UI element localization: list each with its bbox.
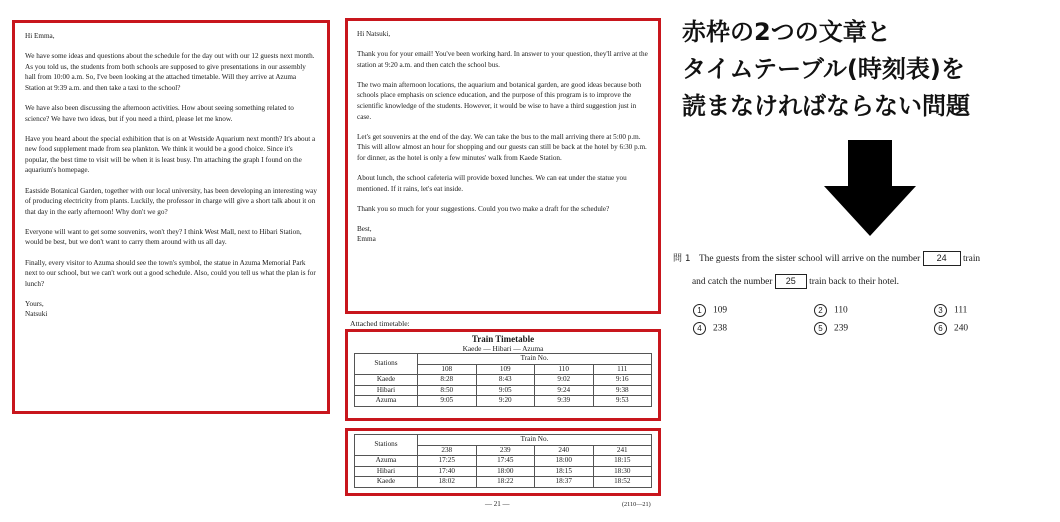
choice-option[interactable] bbox=[693, 304, 727, 317]
letter-paragraph: We have some ideas and questions about the schedule for the day out with our 12 guests next month. As you told us, the students from both schools are supposed to give presentations in our assembly hall from 10:00 a.m. So, I've been looking at the attached timetable. Will they arrive at Azuma Station at 9:39 a.m. and then take a taxi to the school? bbox=[25, 52, 315, 92]
train-number: 109 bbox=[476, 364, 535, 375]
letter-paragraph: About lunch, the school cafeteria will provide boxed lunches. We can eat under the statue you mentioned. If it rains, let's eat inside. bbox=[357, 173, 627, 193]
letter-natsuki-frame bbox=[12, 20, 330, 414]
time-cell: 18:30 bbox=[593, 466, 652, 477]
question-text: and catch the number bbox=[692, 277, 773, 287]
time-cell: 9:20 bbox=[476, 396, 535, 407]
choice-value: 238 bbox=[713, 323, 728, 334]
choice-option[interactable] bbox=[934, 322, 968, 335]
timetable-outbound-table bbox=[354, 353, 652, 407]
annotation-caption bbox=[682, 14, 970, 125]
table-row bbox=[355, 456, 652, 467]
letter-signature: Natsuki bbox=[25, 310, 48, 319]
stations-header: Stations bbox=[355, 354, 418, 375]
page-code: (2110—21) bbox=[622, 501, 651, 508]
choice-option[interactable] bbox=[934, 304, 967, 317]
caption-line: 読まなければならない問題 bbox=[682, 92, 970, 120]
time-cell: 18:52 bbox=[593, 477, 652, 488]
letter-greeting: Hi Emma, bbox=[25, 32, 55, 40]
table-row bbox=[355, 396, 652, 407]
choice-option[interactable] bbox=[693, 322, 727, 335]
train-number: 238 bbox=[418, 445, 477, 456]
time-cell: 18:00 bbox=[476, 466, 535, 477]
choice-mark: 5 bbox=[814, 322, 827, 335]
time-cell: 9:24 bbox=[535, 385, 594, 396]
down-arrow-icon bbox=[824, 140, 916, 236]
attached-timetable-label: Attached timetable: bbox=[350, 319, 410, 328]
time-cell: 18:00 bbox=[535, 456, 594, 467]
choice-mark: 1 bbox=[693, 304, 706, 317]
choice-mark: 6 bbox=[934, 322, 947, 335]
time-cell: 9:39 bbox=[535, 396, 594, 407]
letter-paragraph: Everyone will want to get some souvenirs, won't they? I think West Mall, next to Hibari Station, would be best, but we don't want to carry them around with us all day. bbox=[25, 227, 302, 247]
time-cell: 9:53 bbox=[593, 396, 652, 407]
letter-paragraph: Have you heard about the special exhibition that is on at Westside Aquarium next month? It's about a new food supplement made from sea plankton. We think it would be a good choice. Since it's popular, the best time to visit will be when it is least busy. I'm attaching the graph I found on the aquarium's homepage. bbox=[25, 134, 316, 175]
letter-paragraph: Thank you for your email! You've been working hard. In answer to your question, they'll arrive at the station at 9:20 a.m. and then catch the school bus. bbox=[357, 50, 648, 69]
question-block bbox=[673, 248, 1057, 294]
letter-closing: Best, bbox=[357, 224, 372, 233]
choice-mark: 3 bbox=[934, 304, 947, 317]
train-number: 108 bbox=[418, 364, 477, 375]
time-cell: 17:25 bbox=[418, 456, 477, 467]
answer-blank[interactable]: 25 bbox=[775, 274, 807, 289]
timetable-return-frame bbox=[345, 428, 661, 496]
time-cell: 17:40 bbox=[418, 466, 477, 477]
letter-paragraph: Let's get souvenirs at the end of the day. We can take the bus to the mall arriving there at 5:00 p.m. This will allow almost an hour for shopping and our guests can still be back at the hotel by 6:30 p.m. for dinner, as the hotel is only a few minutes' walk from Kaede Station. bbox=[357, 132, 647, 162]
time-cell: 9:05 bbox=[476, 385, 535, 396]
station-name: Hibari bbox=[355, 466, 418, 477]
letter-paragraph: We have also been discussing the afternoon activities. How about seeing something related to science? We have two ideas, but if you need a third, please let me know. bbox=[25, 103, 294, 123]
page-number: — 21 — bbox=[485, 500, 510, 508]
time-cell: 18:22 bbox=[476, 477, 535, 488]
table-row bbox=[355, 477, 652, 488]
time-cell: 8:43 bbox=[476, 375, 535, 386]
time-cell: 8:28 bbox=[418, 375, 477, 386]
train-number: 240 bbox=[535, 445, 594, 456]
time-cell: 17:45 bbox=[476, 456, 535, 467]
question-text: The guests from the sister school will arrive on the number bbox=[698, 254, 921, 264]
station-name: Azuma bbox=[355, 456, 418, 467]
station-name: Azuma bbox=[355, 396, 418, 407]
station-name: Kaede bbox=[355, 375, 418, 386]
choice-option[interactable] bbox=[814, 322, 848, 335]
letter-signature: Emma bbox=[357, 235, 376, 244]
letter-paragraph: The two main afternoon locations, the aquarium and botanical garden, are good ideas because both schools place emphasis on science education, and the purpose of this program is to improve the scientific knowledge of the students. However, it would be wise to have a third suggestion just in case. bbox=[357, 80, 642, 121]
choice-value: 109 bbox=[713, 305, 728, 316]
train-no-header: Train No. bbox=[418, 435, 652, 446]
time-cell: 9:38 bbox=[593, 385, 652, 396]
train-number: 111 bbox=[593, 364, 652, 375]
train-number: 110 bbox=[535, 364, 594, 375]
train-number: 241 bbox=[593, 445, 652, 456]
caption-line: タイムテーブル(時刻表)を bbox=[682, 55, 965, 83]
question-number: 問 1 bbox=[673, 254, 691, 264]
station-name: Kaede bbox=[355, 477, 418, 488]
choice-mark: 2 bbox=[814, 304, 827, 317]
time-cell: 9:05 bbox=[418, 396, 477, 407]
table-row bbox=[355, 375, 652, 386]
choice-value: 111 bbox=[954, 305, 968, 316]
train-no-header: Train No. bbox=[418, 354, 652, 365]
letter-paragraph: Finally, every visitor to Azuma should see the town's symbol, the statue in Azuma Memorial Park next to our school, but we can't work out a good schedule. Also, could you tell us what the plan is for lunch? bbox=[25, 258, 316, 288]
time-cell: 18:37 bbox=[535, 477, 594, 488]
time-cell: 8:50 bbox=[418, 385, 477, 396]
letter-closing: Yours, bbox=[25, 299, 44, 308]
question-text: train bbox=[962, 254, 981, 264]
choice-value: 110 bbox=[834, 305, 848, 316]
choice-mark: 4 bbox=[693, 322, 706, 335]
letter-greeting: Hi Natsuki, bbox=[357, 30, 391, 38]
caption-line: 赤枠の2つの文章と bbox=[682, 18, 891, 46]
time-cell: 9:02 bbox=[535, 375, 594, 386]
table-row bbox=[355, 385, 652, 396]
station-name: Hibari bbox=[355, 385, 418, 396]
choice-option[interactable] bbox=[814, 304, 848, 317]
time-cell: 18:15 bbox=[593, 456, 652, 467]
choice-value: 239 bbox=[834, 323, 849, 334]
timetable-return-table bbox=[354, 434, 652, 488]
timetable-route: Kaede — Hibari — Azuma bbox=[462, 344, 544, 353]
letter-paragraph: Thank you so much for your suggestions. Could you two make a draft for the schedule? bbox=[357, 204, 610, 213]
train-number: 239 bbox=[476, 445, 535, 456]
timetable-title: Train Timetable bbox=[471, 334, 535, 344]
table-row bbox=[355, 466, 652, 477]
letter-paragraph: Eastside Botanical Garden, together with our local university, has been developing an interesting way of producing electricity from plants. Luckily, the professor in charge will give a short talk about it on that day in the early afternoon! Why don't we go? bbox=[25, 186, 317, 216]
letter-emma-frame bbox=[345, 18, 661, 314]
time-cell: 18:15 bbox=[535, 466, 594, 477]
time-cell: 18:02 bbox=[418, 477, 477, 488]
stations-header: Stations bbox=[355, 435, 418, 456]
timetable-outbound-frame bbox=[345, 329, 661, 421]
choice-value: 240 bbox=[954, 323, 969, 334]
answer-blank[interactable]: 24 bbox=[923, 251, 961, 266]
time-cell: 9:16 bbox=[593, 375, 652, 386]
question-text: train back to their hotel. bbox=[809, 277, 899, 287]
